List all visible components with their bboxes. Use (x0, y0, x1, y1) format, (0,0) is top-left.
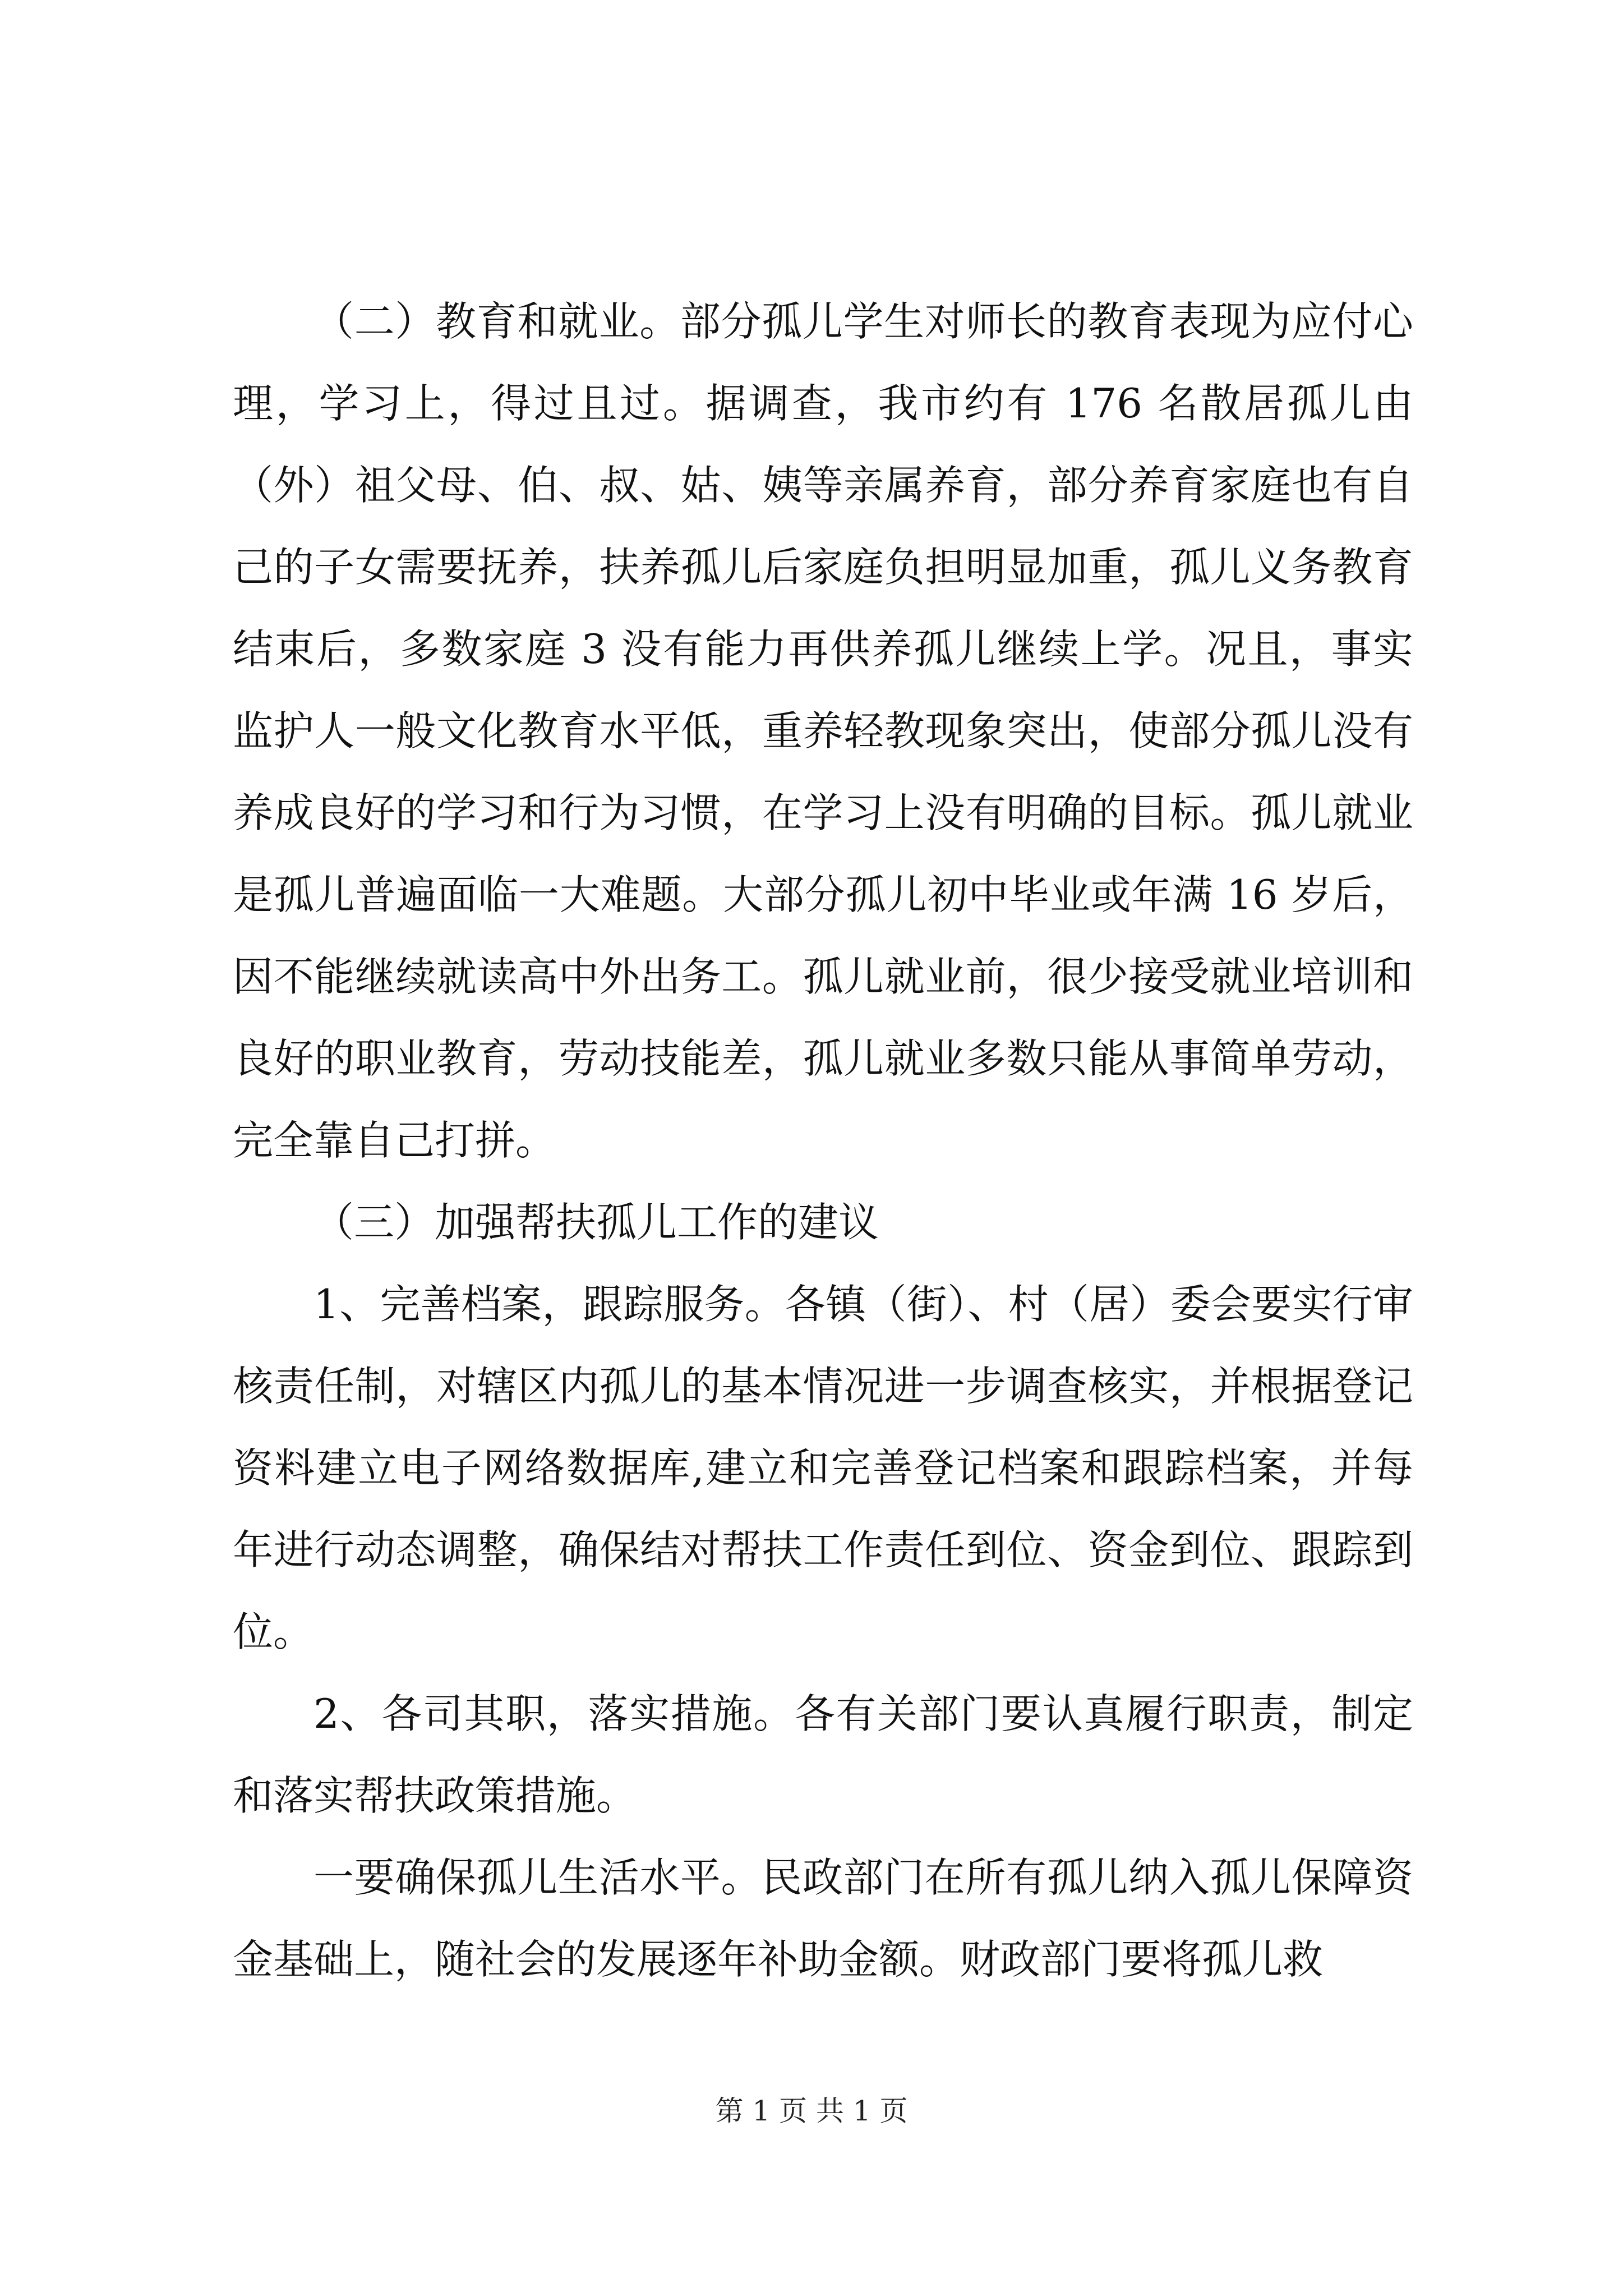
paragraph-duties-measures: 2、各司其职，落实措施。各有关部门要认真履行职责，制定和落实帮扶政策措施。 (233, 1690, 1413, 1819)
paragraph-archives-tracking: 1、完善档案，跟踪服务。各镇（街）、村（居）委会要实行审核责任制，对辖区内孤儿的基本情况进一步调查核实，并根据登记资料建立电子网络数据库,建立和完善登记档案和跟踪档案，并每年进行动态调整，确保结对帮扶工作责任到位、资金到位、跟踪到位。 (233, 1281, 1413, 1655)
page-footer: 第 1 页 共 1 页 (715, 2095, 908, 2127)
section-heading-suggestions: （三）加强帮扶孤儿工作的建议 (313, 1199, 879, 1246)
document-body (233, 280, 1413, 2000)
paragraph-living-standard: 一要确保孤儿生活水平。民政部门在所有孤儿纳入孤儿保障资金基础上，随社会的发展逐年补助金额。财政部门要将孤儿救 (233, 1854, 1413, 1983)
paragraph-education-employment: （二）教育和就业。部分孤儿学生对师长的教育表现为应付心理，学习上，得过且过。据调查，我市约有 176 名散居孤儿由（外）祖父母、伯、叔、姑、姨等亲属养育，部分养育家庭也有自己的子女需要抚养，扶养孤儿后家庭负担明显加重，孤儿义务教育结束后，多数家庭 3 没有能力再供养孤儿继续上学。况且，事实监护人一般文化教育水平低，重养轻教现象突出，使部分孤儿没有养成良好的学习和行为习惯，在学习上没有明确的目标。孤儿就业是孤儿普遍面临一大难题。大部分孤儿初中毕业或年满 16 岁后，因不能继续就读高中外出务工。孤儿就业前，很少接受就业培训和良好的职业教育，劳动技能差，孤儿就业多数只能从事简单劳动，完全靠自己打拼。 (233, 298, 1413, 1164)
